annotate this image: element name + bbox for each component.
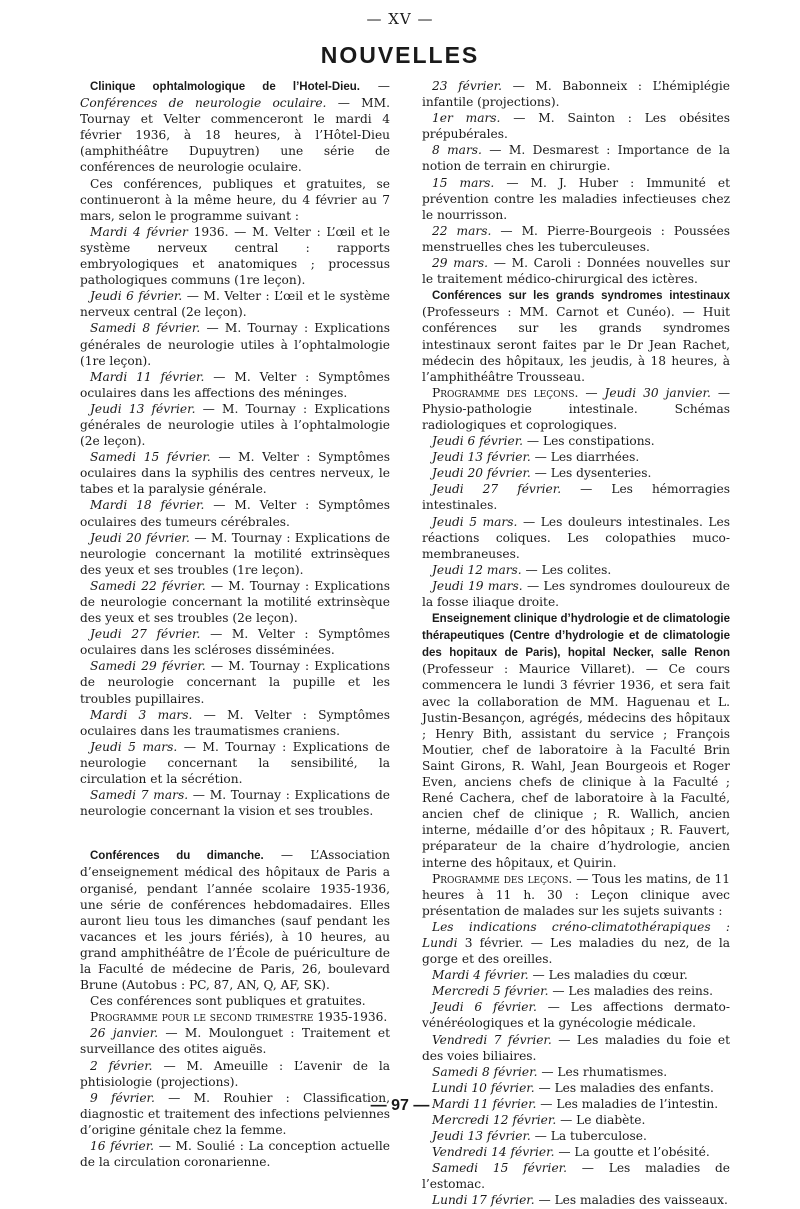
date-label: 1er mars. bbox=[432, 111, 501, 126]
page-title: NOUVELLES bbox=[320, 42, 480, 68]
paragraph bbox=[80, 578, 390, 626]
paragraph-text: — Les maladies du cœur. bbox=[528, 968, 688, 983]
date-label: 23 février. bbox=[432, 79, 502, 93]
paragraph-text: — M. Caroli : Données nouvelles sur le traitement médico-chirurgical des ictères. bbox=[422, 256, 730, 287]
date-label: Samedi 8 février. bbox=[432, 1064, 538, 1079]
paragraph bbox=[80, 288, 390, 320]
paragraph-text: — M. Ameuille : L’avenir de la phtisiologie (projections). bbox=[80, 1058, 390, 1089]
paragraph bbox=[80, 497, 390, 529]
paragraph-text: — Les hémorragies intestinales. bbox=[422, 482, 730, 513]
paragraph bbox=[80, 530, 390, 578]
date-label: Jeudi 13 février. bbox=[432, 450, 531, 465]
paragraph-text: — M. Tournay : Explications générales de neurologie utiles à l’ophtalmologie (2e leçon). bbox=[80, 401, 390, 449]
paragraph-text: — M. Velter : Symptômes oculaires dans les affections des méninges. bbox=[80, 369, 390, 400]
date-label: Jeudi 20 février. bbox=[432, 466, 531, 481]
date-label: Jeudi 19 mars. bbox=[432, 578, 523, 593]
paragraph bbox=[422, 1144, 730, 1160]
date-label: Mardi 11 février. bbox=[90, 369, 205, 384]
date-label: 29 mars. bbox=[432, 256, 488, 271]
paragraph-text: — M. Moulonguet : Traitement et surveillance des otites aiguës. bbox=[80, 1026, 390, 1057]
paragraph-text: — M. Desmarest : Importance de la notion de terrain en chirurgie. bbox=[422, 143, 730, 174]
date-label: Jeudi 27 février. bbox=[90, 627, 201, 642]
paragraph bbox=[422, 255, 730, 287]
date-label: Samedi 22 février. bbox=[90, 578, 206, 593]
date-label: Jeudi 27 février. bbox=[432, 482, 562, 497]
paragraph-text: — Les douleurs intestinales. Les réactions coliques. Les colopathies muco-membraneuses. bbox=[422, 514, 730, 561]
date-label: Mardi 4 février bbox=[90, 224, 188, 239]
date-label: Lundi 10 février. bbox=[432, 1080, 535, 1095]
date-label: Mercredi 5 février. bbox=[432, 984, 549, 999]
date-label: Vendredi 7 février. bbox=[432, 1032, 552, 1047]
date-label: Samedi 15 février. bbox=[90, 450, 211, 465]
date-label: Mardi 3 mars. bbox=[90, 707, 193, 722]
paragraph-text: — Les colites. bbox=[521, 562, 612, 577]
small-caps-heading: Programme pour le second trimestre 1935-1936. bbox=[90, 1010, 388, 1025]
paragraph-text: — M. Velter : L’œil et le système nerveux central (2e leçon). bbox=[80, 289, 390, 320]
date-label: Mardi 11 février. bbox=[432, 1096, 537, 1111]
paragraph bbox=[422, 449, 730, 465]
paragraph-text: — Les maladies des enfants. bbox=[534, 1080, 714, 1095]
paragraph-text: — Les diarrhées. bbox=[530, 450, 640, 465]
paragraph-text: — M. Pierre-Bourgeois : Poussées menstruelles ches les tuberculeuses. bbox=[422, 223, 730, 254]
paragraph-text: — M. Sainton : Les obésites prépubérales. bbox=[422, 111, 730, 142]
date-label: Jeudi 5 mars. bbox=[432, 514, 518, 529]
paragraph-text: — M. Velter : Symptômes oculaires des tumeurs cérébrales. bbox=[80, 498, 390, 529]
paragraph-text: — M. Tournay : Explications générales de neurologie utiles à l’ophtalmologie (1re leçon). bbox=[80, 321, 390, 368]
paragraph-text: (Professeurs : MM. Carnot et Cunéo). — Huit conférences sur les grands syndromes intestinaux seront faites par le Dr Jean Rachet, médecin des hôpitaux, les jeudis, à 18 heures, à l’amphithéâtre Trousseau. bbox=[422, 305, 730, 384]
paragraph bbox=[80, 369, 390, 401]
paragraph bbox=[80, 1009, 390, 1025]
paragraph bbox=[422, 919, 730, 967]
paragraph bbox=[422, 1080, 730, 1096]
paragraph bbox=[422, 1160, 730, 1192]
left-column bbox=[80, 78, 390, 1170]
paragraph-text: — M. Rouhier : Classification, diagnostic et traitement des infections pelviennes d’origine génitale chez la femme. bbox=[80, 1090, 390, 1137]
paragraph-text: — M. Babonneix : L’hémiplégie infantile (projections). bbox=[422, 79, 730, 110]
date-label: 26 janvier. bbox=[90, 1026, 159, 1041]
date-label: Conférences de neurologie oculaire. bbox=[80, 96, 327, 111]
paragraph bbox=[80, 401, 390, 449]
date-label: 9 février. bbox=[90, 1090, 155, 1105]
small-caps-heading: Programme des leçons. bbox=[432, 385, 579, 400]
paragraph bbox=[422, 1128, 730, 1144]
date-label: Samedi 8 février. bbox=[90, 321, 201, 336]
paragraph-text: — Tous les matins, de 11 heures à 11 h. 30 : Leçon clinique avec présentation de malades sur les sujets suivants : bbox=[422, 871, 730, 918]
paragraph-text: — M. Tournay : Explications de neurologie concernant la motilité extrinsèques des yeux et ses troubles (1re leçon). bbox=[80, 530, 390, 577]
paragraph bbox=[422, 465, 730, 481]
paragraph-text: — Physio-pathologie intestinale. Schémas radiologiques et coprologiques. bbox=[422, 385, 731, 432]
paragraph-text: Ces conférences sont publiques et gratuites. bbox=[90, 994, 366, 1009]
paragraph-text: — Les rhumatismes. bbox=[537, 1064, 668, 1079]
date-label: Jeudi 5 mars. bbox=[90, 739, 178, 754]
paragraph bbox=[422, 871, 730, 919]
paragraph-text: 3 février. — Les maladies du nez, de la gorge et des oreilles. bbox=[422, 935, 730, 967]
date-label: Lundi 17 février. bbox=[432, 1193, 535, 1208]
section-heading: Enseignement clinique d’hydrologie et de climatologie thérapeutiques (Centre d’hydrologie et de climatologie des hopitaux de Paris), hopital Necker, salle Renon bbox=[422, 613, 730, 660]
paragraph-text: — M. Tournay : Explications de neurologie concernant la vision et ses troubles. bbox=[80, 788, 390, 819]
paragraph bbox=[80, 993, 390, 1009]
separator: — bbox=[578, 385, 605, 400]
date-label: Les indications créno-climatothérapiques : Lundi bbox=[422, 919, 730, 950]
paragraph bbox=[80, 320, 390, 368]
paragraph bbox=[422, 78, 730, 110]
section-heading: Clinique ophtalmologique de l’Hotel-Dieu. bbox=[90, 81, 360, 93]
paragraph bbox=[80, 626, 390, 658]
paragraph-text: — M. J. Huber : Immunité et prévention contre les maladies infectieuses chez le nourrisson. bbox=[422, 175, 730, 222]
paragraph bbox=[422, 578, 730, 610]
paragraph bbox=[422, 967, 730, 983]
date-label: Jeudi 30 janvier. bbox=[604, 385, 711, 400]
paragraph-text: (Professeur : Maurice Villaret). — Ce cours commencera le lundi 3 février 1936, et sera fait avec la collaboration de MM. Haguenau et L. Justin-Besançon, agrégés, médecins des hôpitaux ; Henry Bith, assistant du service ; François Moutier, chef de laboratoire à la Faculté Brin Saint Girons, R. Wahl, Jean Bourgeois et Roger Even, anciens chefs de clinique à la Faculté ; René Cachera, chef de laboratoire à la Faculté, ancien chef de clinique ; R. Wallich, ancien interne, médaille d’or des hôpitaux ; R. Fauvert, préparateur de la chaire d’hydrologie, ancien interne des hôpitaux, et Quirin. bbox=[422, 662, 730, 870]
paragraph-text: — Les constipations. bbox=[523, 434, 655, 449]
paragraph bbox=[80, 1025, 390, 1057]
paragraph-text: — L’Association d’enseignement médical des hôpitaux de Paris a organisé, pendant l’année scolaire 1935-1936, une série de conférences hebdomadaires. Elles auront lieu tous les dimanches (sauf pendant les vacances et les jours fériés), à 10 heures, au grand amphithéâtre de l’École de puériculture de la Faculté de médecine de Paris, 26, boulevard Brune (Autobus : PC, 87, AN, Q, AF, SK). bbox=[80, 848, 390, 993]
date-label: Jeudi 6 février. bbox=[90, 289, 183, 304]
paragraph-text: — M. Velter : Symptômes oculaires dans les scléroses disséminées. bbox=[80, 627, 390, 658]
paragraph bbox=[80, 847, 390, 993]
right-column bbox=[422, 78, 730, 1209]
paragraph-text: — Le diabète. bbox=[556, 1113, 646, 1127]
date-label: Jeudi 13 février. bbox=[90, 401, 196, 416]
paragraph-text: — M. Soulié : La conception actuelle de la circulation coronarienne. bbox=[80, 1139, 390, 1170]
date-label: Jeudi 20 février. bbox=[90, 530, 190, 545]
paragraph bbox=[422, 1032, 730, 1064]
paragraph bbox=[422, 287, 730, 385]
date-label: Samedi 29 février. bbox=[90, 659, 206, 674]
paragraph bbox=[80, 224, 390, 288]
paragraph-text: — M. Tournay : Explications de neurologie concernant la sensibilité, la circulation et la sécrétion. bbox=[80, 739, 390, 787]
paragraph bbox=[80, 707, 390, 739]
date-label: Mardi 4 février. bbox=[432, 968, 529, 983]
paragraph bbox=[422, 983, 730, 999]
date-label: Jeudi 12 mars. bbox=[432, 562, 522, 577]
paragraph bbox=[422, 1192, 730, 1208]
date-label: Jeudi 6 février. bbox=[432, 434, 524, 449]
date-label: 8 mars. bbox=[432, 143, 482, 158]
paragraph bbox=[80, 176, 390, 224]
paragraph bbox=[422, 1064, 730, 1080]
paragraph bbox=[80, 1138, 390, 1170]
paragraph bbox=[80, 787, 390, 819]
paragraph-text: — MM. Tournay et Velter commenceront le mardi 4 février 1936, à 18 heures, à l’Hôtel-Dieu (amphithéâtre Dupuytren) une série de conférences de neurologie oculaire. bbox=[80, 96, 390, 175]
section-heading: Conférences sur les grands syndromes intestinaux bbox=[432, 290, 730, 303]
paragraph bbox=[422, 175, 730, 223]
paragraph-text: — La tuberculose. bbox=[530, 1129, 647, 1144]
paragraph bbox=[422, 999, 730, 1031]
paragraph bbox=[422, 514, 730, 562]
paragraph bbox=[422, 110, 730, 142]
date-label: Jeudi 6 février. bbox=[432, 1000, 537, 1015]
page-roman-number: — XV — bbox=[366, 10, 434, 28]
paragraph bbox=[80, 449, 390, 497]
date-label: Mercredi 12 février. bbox=[432, 1113, 557, 1127]
paragraph bbox=[80, 78, 390, 176]
paragraph bbox=[422, 385, 730, 433]
paragraph-text: — La goutte et l’obésité. bbox=[554, 1145, 710, 1160]
paragraph-text: — Les maladies des reins. bbox=[548, 984, 713, 999]
section-heading: Conférences du dimanche. bbox=[90, 850, 264, 863]
paragraph-text: — M. Tournay : Explications de neurologie concernant la motilité extrinsèque des yeux et ses troubles (2e leçon). bbox=[80, 578, 390, 626]
date-label: Samedi 7 mars. bbox=[90, 788, 189, 803]
paragraph-text: — Les maladies de l’estomac. bbox=[422, 1161, 730, 1192]
paragraph bbox=[422, 481, 730, 513]
date-label: Jeudi 13 février. bbox=[432, 1129, 531, 1144]
paragraph bbox=[422, 433, 730, 449]
paragraph-text: — Les maladies de l’intestin. bbox=[536, 1096, 719, 1111]
paragraph bbox=[422, 223, 730, 255]
paragraph bbox=[422, 562, 730, 578]
paragraph bbox=[422, 142, 730, 174]
small-caps-heading: Programme des leçons. bbox=[432, 871, 573, 886]
paragraph bbox=[80, 1058, 390, 1090]
paragraph bbox=[80, 739, 390, 787]
date-label: Samedi 15 février. bbox=[432, 1161, 568, 1176]
paragraph bbox=[422, 610, 730, 871]
paragraph-text: — M. Velter : Symptômes oculaires dans les traumatismes craniens. bbox=[80, 707, 390, 738]
date-label: 22 mars. bbox=[432, 223, 492, 238]
page-number: — 97 — bbox=[370, 1097, 430, 1114]
paragraph-text: 1936. — M. Velter : L’œil et le système nerveux central : rapports embryologiques et anatomiques ; processus pathologiques communs (1re leçon). bbox=[80, 224, 390, 288]
date-label: Vendredi 14 février. bbox=[432, 1145, 555, 1160]
paragraph-text: — M. Tournay : Explications de neurologie concernant la pupille et les troubles pupillaires. bbox=[80, 659, 390, 706]
date-label: 2 février. bbox=[90, 1058, 153, 1073]
paragraph-text: — Les maladies du foie et des voies biliaires. bbox=[422, 1032, 730, 1063]
date-label: 15 mars. bbox=[432, 175, 495, 190]
paragraph-text: — Les dysenteries. bbox=[530, 466, 652, 481]
paragraph-text: — M. Velter : Symptômes oculaires dans la syphilis des centres nerveux, le tabes et la paralysie générale. bbox=[80, 450, 390, 497]
separator: — bbox=[359, 79, 390, 93]
date-label: 16 février. bbox=[90, 1139, 155, 1153]
paragraph-text: — Les affections dermato-vénéréologiques et la gynécologie médicale. bbox=[422, 1000, 730, 1031]
date-label: Mardi 18 février. bbox=[90, 498, 205, 513]
paragraph-text: — Les syndromes douloureux de la fosse iliaque droite. bbox=[422, 578, 730, 609]
paragraph-text: — Les maladies des vaisseaux. bbox=[534, 1193, 728, 1208]
paragraph bbox=[80, 658, 390, 706]
paragraph-text: Ces conférences, publiques et gratuites, se continueront à la même heure, du 4 février au 7 mars, selon le programme suivant : bbox=[80, 176, 390, 223]
